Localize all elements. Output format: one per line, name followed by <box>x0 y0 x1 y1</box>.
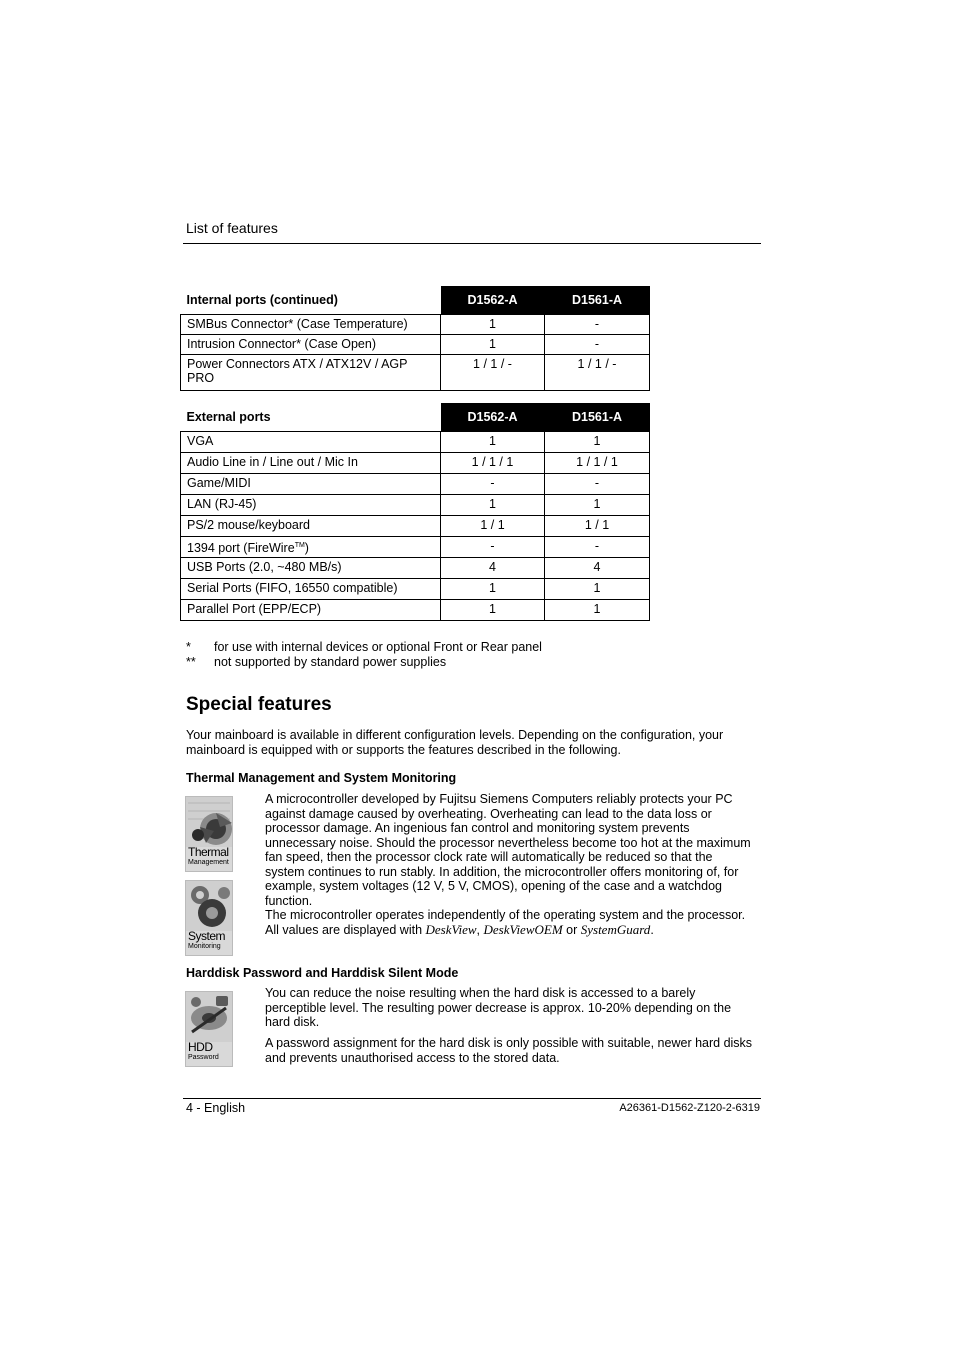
system-icon-label: System <box>188 929 226 943</box>
row-label: VGA <box>181 432 441 453</box>
thermal-para2-text: The microcontroller operates independently of the operating system and the processor. All values are displayed with <box>265 908 746 937</box>
row-value: 1 <box>545 579 650 600</box>
row-label: Audio Line in / Line out / Mic In <box>181 453 441 474</box>
row-value: 4 <box>441 558 545 579</box>
row-value: 1 <box>545 495 650 516</box>
hdd-paragraph: You can reduce the noise resulting when the hard disk is accessed to a barely perceptible level. The resulting power decrease is approx. 10-20% depending on the hard disk. <box>265 986 732 1029</box>
period: . <box>650 922 654 937</box>
table-row <box>181 355 650 391</box>
hdd-heading: Harddisk Password and Harddisk Silent Mode <box>186 966 459 980</box>
table-row <box>181 474 650 495</box>
row-value: 1 <box>545 600 650 621</box>
row-value: 1 <box>441 315 545 335</box>
row-value: - <box>545 537 650 558</box>
table-row <box>181 579 650 600</box>
row-label: Game/MIDI <box>181 474 441 495</box>
system-icon-sublabel: Monitoring <box>188 943 221 950</box>
hdd-icon-label: HDD <box>188 1040 213 1054</box>
thermal-paragraph: A microcontroller developed by Fujitsu Siemens Computers reliably protects your PC against damage caused by overheating. Overheating can lead to the data loss or processor damage. An ingenious fan control and monitoring system prevents unnecessary noise. Should the processor nevertheless become too hot at the maximum fan speed, then the processor clock rate will automatically be reduced so that the system continues to run stably. In addition, the microcontroller offers monitoring of, for example, system voltages (12 V, 5 V, CMOS), opening of the case and a watchdog function. <box>265 792 751 908</box>
table-row <box>181 335 650 355</box>
row-value: 1 / 1 / 1 <box>545 453 650 474</box>
table-row <box>181 315 650 335</box>
thermal-heading: Thermal Management and System Monitoring <box>186 771 457 785</box>
row-value: 1 <box>441 495 545 516</box>
row-value: - <box>545 335 650 355</box>
separator: , <box>476 922 484 937</box>
firewire-label: 1394 port (FireWire <box>187 541 295 556</box>
row-label: USB Ports (2.0, ~480 MB/s) <box>181 558 441 579</box>
row-value: 1 / 1 <box>545 516 650 537</box>
section-title: Special features <box>186 694 332 715</box>
thermal-paragraph-2 <box>265 908 755 937</box>
internal-ports-table <box>180 286 650 391</box>
thermal-icon-sublabel: Management <box>188 859 229 866</box>
row-label: SMBus Connector* (Case Temperature) <box>181 315 441 335</box>
row-value: 1 / 1 / 1 <box>441 453 545 474</box>
row-label: Intrusion Connector* (Case Open) <box>181 335 441 355</box>
row-value: 1 <box>441 600 545 621</box>
column-header-d1562: D1562-A <box>441 286 545 315</box>
column-header-d1561: D1561-A <box>545 286 650 315</box>
row-value: 1 / 1 / - <box>441 355 545 391</box>
table-row <box>181 537 650 558</box>
footer-rule <box>183 1098 761 1099</box>
column-header-d1562: D1562-A <box>441 403 545 432</box>
table-header-row <box>181 403 650 432</box>
footnotes <box>186 640 542 669</box>
intro-paragraph: Your mainboard is available in different configuration levels. Depending on the configuration, your mainboard is equipped with or supports the features described in the following. <box>186 728 724 757</box>
row-value: - <box>441 474 545 495</box>
footnote-text: for use with internal devices or optional Front or Rear panel <box>214 640 542 654</box>
thermal-management-icon <box>185 796 233 872</box>
product-deskviewoem: DeskViewOEM <box>483 921 563 937</box>
row-label: PS/2 mouse/keyboard <box>181 516 441 537</box>
row-value: 1 / 1 <box>441 516 545 537</box>
table-heading: External ports <box>181 403 441 432</box>
footnote-symbol: * <box>186 640 191 654</box>
table-row <box>181 558 650 579</box>
row-value: 1 / 1 / - <box>545 355 650 391</box>
separator: or <box>562 922 581 937</box>
row-value: - <box>545 474 650 495</box>
product-deskview: DeskView <box>425 921 477 937</box>
table-row <box>181 432 650 453</box>
trademark-sup: TM <box>294 542 305 549</box>
hdd-password-icon <box>185 991 233 1067</box>
row-value: - <box>545 315 650 335</box>
footnote <box>186 655 542 670</box>
row-label: LAN (RJ-45) <box>181 495 441 516</box>
hdd-paragraph-2: A password assignment for the hard disk is only possible with suitable, newer hard disks and prevents unauthorised access to the stored data. <box>265 1036 753 1065</box>
table-row <box>181 495 650 516</box>
row-value: 1 <box>441 432 545 453</box>
external-ports-table <box>180 403 650 621</box>
table-header-row <box>181 286 650 315</box>
table-row <box>181 600 650 621</box>
table-row <box>181 516 650 537</box>
firewire-suffix: ) <box>304 541 309 556</box>
page-number: 4 - English <box>186 1101 246 1115</box>
row-label: Parallel Port (EPP/ECP) <box>181 600 441 621</box>
hdd-icon-sublabel: Password <box>188 1054 219 1061</box>
table-row <box>181 453 650 474</box>
row-value: - <box>441 537 545 558</box>
row-label: Power Connectors ATX / ATX12V / AGP PRO <box>181 355 441 391</box>
row-label: Serial Ports (FIFO, 16550 compatible) <box>181 579 441 600</box>
row-label <box>181 537 441 558</box>
row-value: 1 <box>441 579 545 600</box>
footnote-text: not supported by standard power supplies <box>214 654 447 669</box>
row-value: 4 <box>545 558 650 579</box>
row-value: 1 <box>441 335 545 355</box>
product-systemguard: SystemGuard <box>580 921 651 937</box>
document-number: A26361-D1562-Z120-2-6319 <box>619 1102 760 1114</box>
row-value: 1 <box>545 432 650 453</box>
column-header-d1561: D1561-A <box>545 403 650 432</box>
thermal-icon-label: Thermal <box>188 845 229 859</box>
footnote-symbol: ** <box>186 654 196 669</box>
header-rule <box>183 243 761 244</box>
table-heading: Internal ports (continued) <box>181 286 441 315</box>
running-header: List of features <box>186 220 278 236</box>
system-monitoring-icon <box>185 880 233 956</box>
footnote <box>186 640 542 655</box>
